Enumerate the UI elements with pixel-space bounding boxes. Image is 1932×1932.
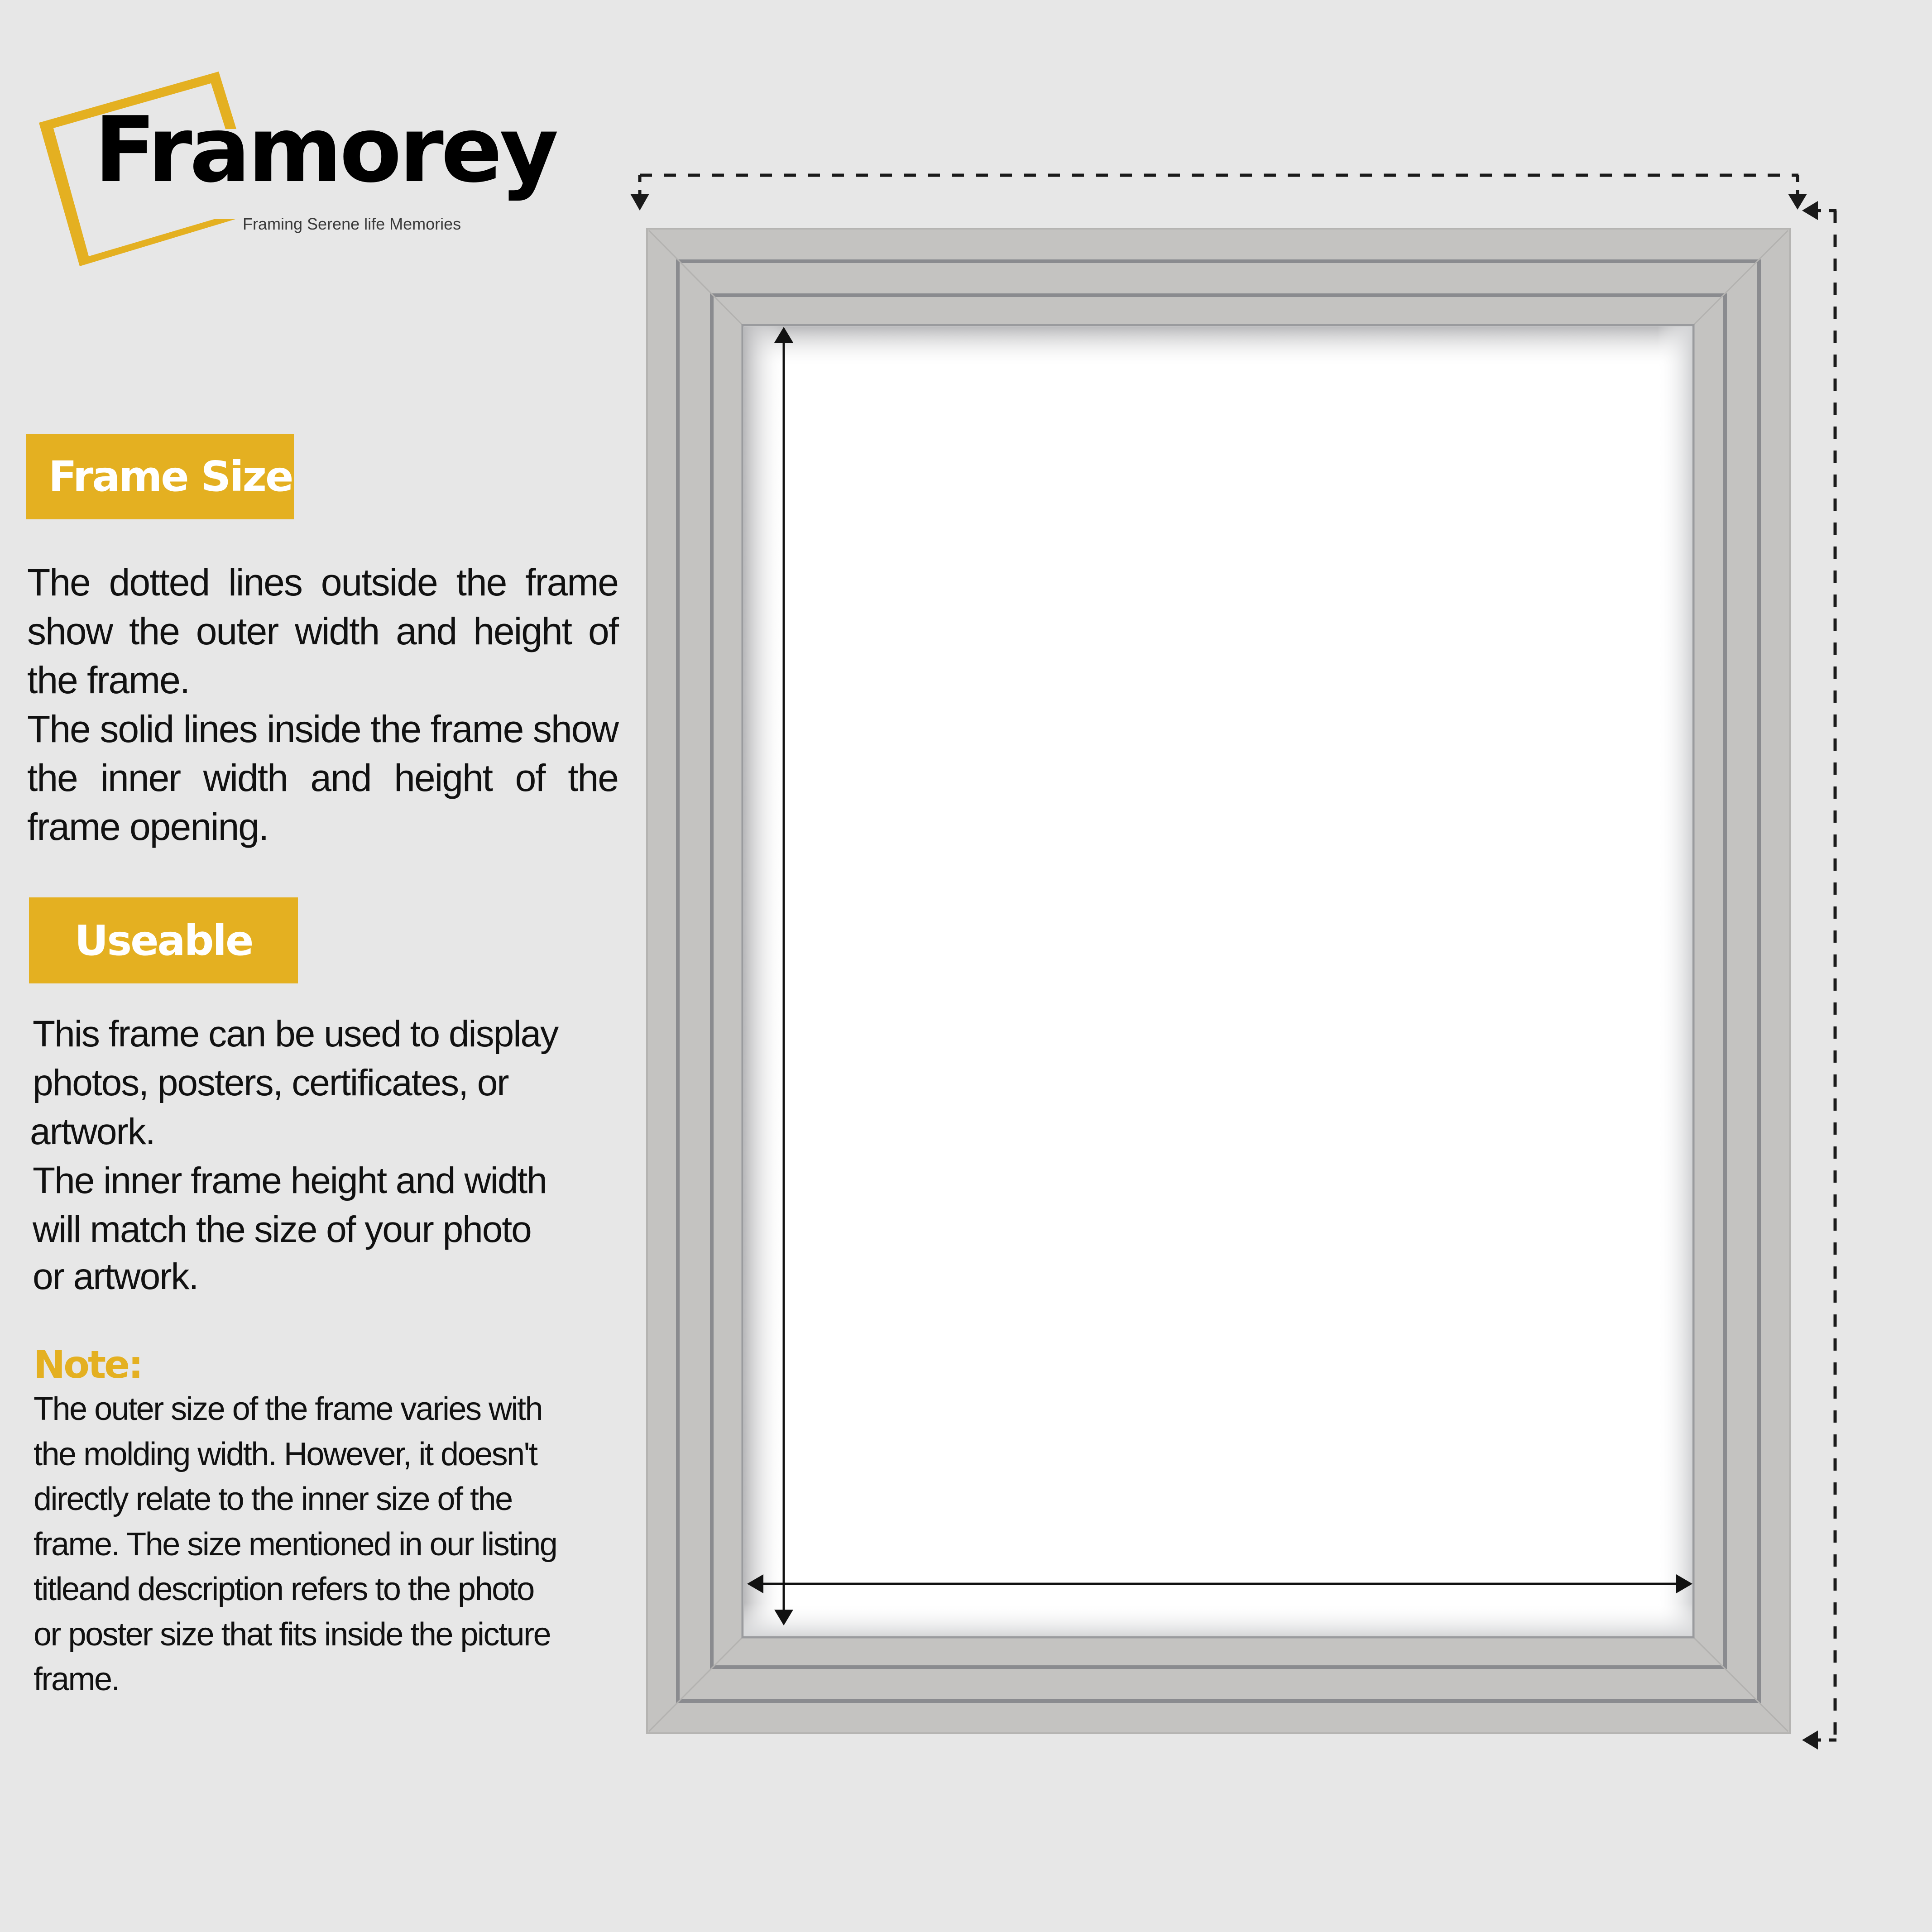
note-label: Note: bbox=[34, 1342, 142, 1387]
outer-height-arrowhead-top bbox=[1802, 201, 1818, 220]
brand-tagline: Framing Serene life Memories bbox=[243, 215, 461, 233]
text-line: artwork. bbox=[30, 1111, 155, 1152]
text-line: photos, posters, certificates, or bbox=[33, 1062, 508, 1103]
text-line: This frame can be used to display bbox=[33, 1013, 558, 1055]
text-line: the molding width. However, it doesn't bbox=[34, 1436, 537, 1472]
text-line: The inner frame height and width bbox=[33, 1160, 547, 1201]
dashed-height-arrow-icon bbox=[1816, 211, 1836, 1740]
outer-width-arrowhead-right bbox=[1788, 194, 1807, 210]
text-line: the inner width and height of the bbox=[27, 757, 618, 799]
brand-logo-wordmark: Framorey bbox=[94, 97, 556, 203]
frame-opening bbox=[743, 325, 1693, 1637]
text-line: show the outer width and height of bbox=[27, 610, 618, 652]
dashed-width-arrow-icon bbox=[640, 175, 1798, 195]
text-line: or poster size that fits inside the picture bbox=[34, 1616, 551, 1653]
text-line: The dotted lines outside the frame bbox=[27, 561, 618, 604]
text-line: frame opening. bbox=[27, 805, 268, 848]
text-line: frame. The size mentioned in our listing bbox=[34, 1526, 557, 1563]
text-line: will match the size of your photo bbox=[33, 1209, 531, 1250]
text-line: The solid lines inside the frame show bbox=[27, 708, 618, 750]
text-line: The outer size of the frame varies with bbox=[34, 1391, 542, 1427]
outer-width-arrowhead-left bbox=[630, 194, 649, 211]
text-line: titleand description refers to the photo bbox=[34, 1571, 534, 1607]
text-line: the frame. bbox=[27, 659, 190, 701]
text-line: directly relate to the inner size of the bbox=[34, 1481, 512, 1517]
text-line: or artwork. bbox=[33, 1256, 198, 1297]
outer-height-arrowhead-bottom bbox=[1802, 1731, 1818, 1750]
useable-heading-label: Useable bbox=[74, 916, 253, 965]
frame-size-heading-label: Frame Size bbox=[48, 452, 292, 501]
text-line: frame. bbox=[34, 1661, 120, 1697]
